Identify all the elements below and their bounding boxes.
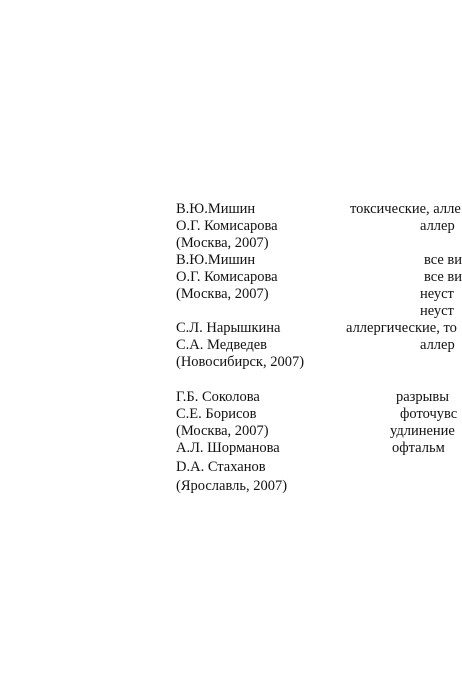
author-line: Г.Б. Соколова <box>176 389 260 405</box>
effect-line: аллергические, то <box>346 320 457 336</box>
effect-line: неуст <box>420 303 454 319</box>
effect-line: токсические, алле <box>350 201 461 217</box>
effect-line: все ви <box>424 252 462 268</box>
effect-line: разрывы <box>396 389 449 405</box>
author-line: D.А. Стаханов <box>176 459 266 475</box>
effect-line: удлинение <box>390 423 455 439</box>
author-line: (Москва, 2007) <box>176 235 269 251</box>
author-line: (Ярославль, 2007) <box>176 478 288 494</box>
author-line: В.Ю.Мишин <box>176 201 256 217</box>
author-line: (Новосибирск, 2007) <box>176 354 305 370</box>
author-line: О.Г. Комисарова <box>176 269 278 285</box>
effect-line: аллер <box>420 218 455 234</box>
effect-line: аллер <box>420 337 455 353</box>
effect-line: все ви <box>424 269 462 285</box>
author-line: С.А. Медведев <box>176 337 268 353</box>
author-line: С.Е. Борисов <box>176 406 257 422</box>
author-line: А.Л. Шорманова <box>176 440 280 456</box>
author-line: С.Л. Нарышкина <box>176 320 281 336</box>
author-line: (Москва, 2007) <box>176 423 269 439</box>
author-line: (Москва, 2007) <box>176 286 269 302</box>
effect-line: фоточувс <box>400 406 458 422</box>
author-line: В.Ю.Мишин <box>176 252 256 268</box>
effect-line: неуст <box>420 286 454 302</box>
author-line: О.Г. Комисарова <box>176 218 278 234</box>
effect-line: офтальм <box>392 440 445 456</box>
